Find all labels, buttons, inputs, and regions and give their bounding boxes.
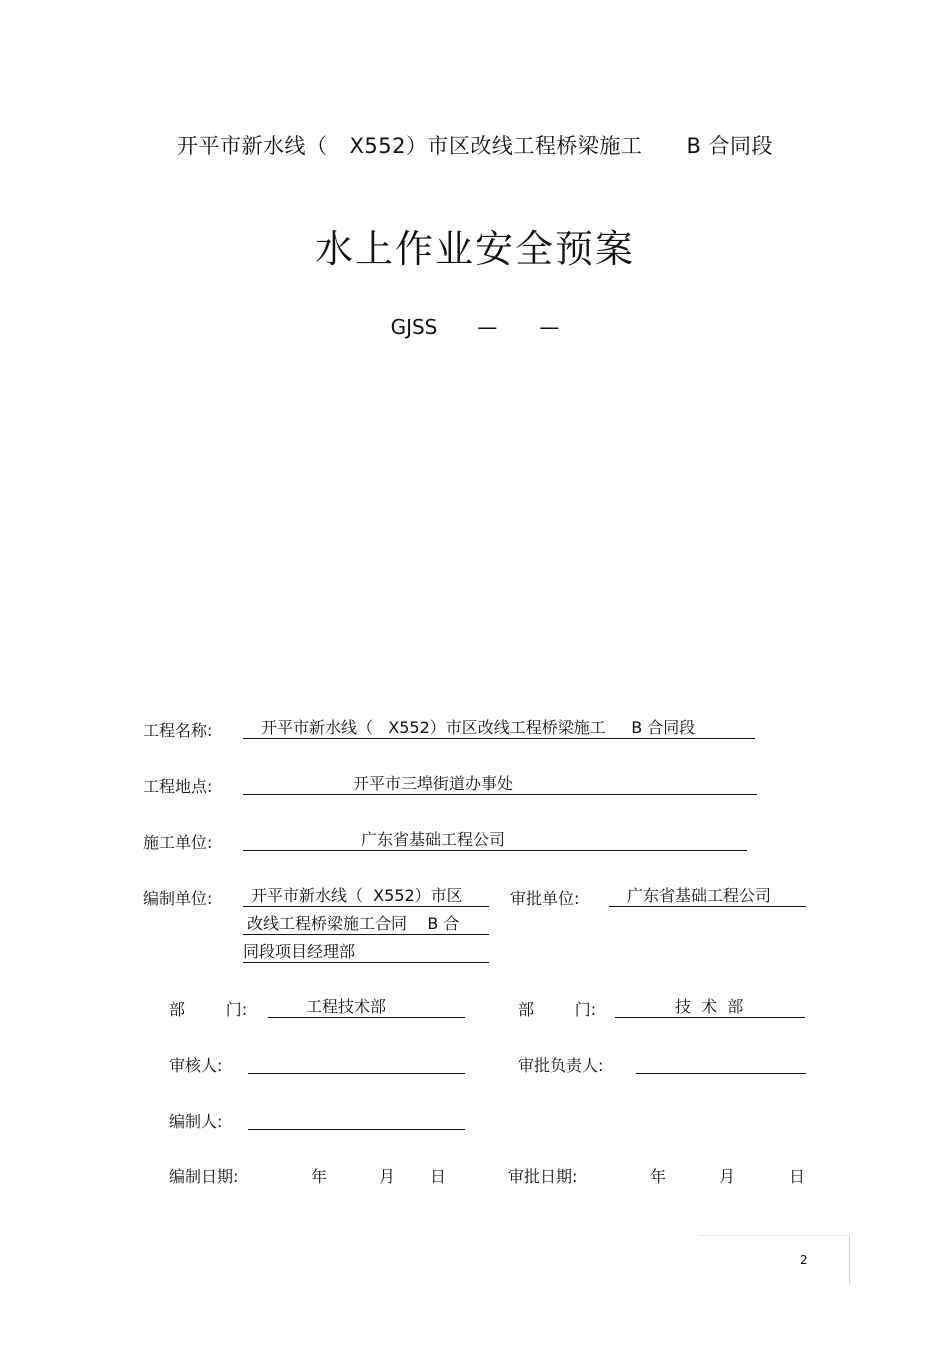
project-name-value: 开平市新水线（ X552）市区改线工程桥梁施工 B 合同段: [261, 718, 696, 737]
contractor-value: 广东省基础工程公司: [361, 830, 506, 849]
approver-label: 审批负责人:: [518, 1056, 604, 1075]
compiler-field: [248, 1109, 465, 1130]
document-title: 水上作业安全预案: [314, 227, 635, 271]
dept-field-right: [615, 997, 805, 1018]
compiler-unit-label: 编制单位:: [143, 889, 213, 908]
approve-date-year: 年: [650, 1167, 667, 1186]
compiler-unit-line-2: [243, 914, 489, 935]
project-title-part2: X552）市区改线工程桥梁施工: [349, 134, 643, 158]
doc-code-dash-2: —: [539, 315, 560, 339]
project-location-value: 开平市三埠街道办事处: [353, 774, 514, 793]
dept-value-right: 技 术 部: [675, 997, 744, 1016]
compile-date-label: 编制日期:: [169, 1167, 239, 1186]
approval-unit-value: 广东省基础工程公司: [627, 886, 772, 905]
dept-field-left: [268, 997, 465, 1018]
compiler-unit-line-1: [243, 886, 489, 907]
compiler-unit-line-3: [243, 942, 489, 963]
page-number: 2: [800, 1253, 808, 1267]
dept-label-left: 部 门:: [169, 1000, 248, 1019]
doc-code-dash-1: —: [477, 315, 498, 339]
project-title-part1: 开平市新水线（: [176, 134, 328, 158]
compiler-unit-text-3: 同段项目经理部: [243, 942, 356, 961]
reviewer-field: [248, 1053, 465, 1074]
compiler-label: 编制人:: [169, 1112, 223, 1131]
compile-date-year: 年: [311, 1167, 328, 1186]
approval-unit-field: [609, 886, 806, 907]
approve-date-day: 日: [789, 1167, 806, 1186]
dept-value-left: 工程技术部: [306, 997, 387, 1016]
approver-field: [636, 1053, 806, 1074]
approve-date-month: 月: [719, 1167, 736, 1186]
project-location-field: [243, 774, 757, 795]
compile-date-day: 日: [430, 1167, 447, 1186]
compiler-unit-text-2: 改线工程桥梁施工合同 B 合: [247, 914, 460, 933]
project-title: [0, 130, 950, 160]
dept-label-right: 部 门:: [518, 1000, 597, 1019]
project-location-label: 工程地点:: [143, 777, 213, 796]
contractor-label: 施工单位:: [143, 833, 213, 852]
doc-code-prefix: GJSS: [390, 315, 438, 339]
page-number-box: [698, 1235, 850, 1284]
project-name-field: [243, 718, 755, 739]
document-code: [0, 315, 950, 339]
compile-date-month: 月: [379, 1167, 396, 1186]
project-title-part3: B 合同段: [686, 134, 774, 158]
approve-date-label: 审批日期:: [508, 1167, 578, 1186]
approval-unit-label: 审批单位:: [510, 889, 580, 908]
project-name-label: 工程名称:: [143, 721, 213, 740]
reviewer-label: 审核人:: [169, 1056, 223, 1075]
compiler-unit-text-1: 开平市新水线（ X552）市区: [251, 886, 463, 905]
contractor-field: [243, 830, 747, 851]
